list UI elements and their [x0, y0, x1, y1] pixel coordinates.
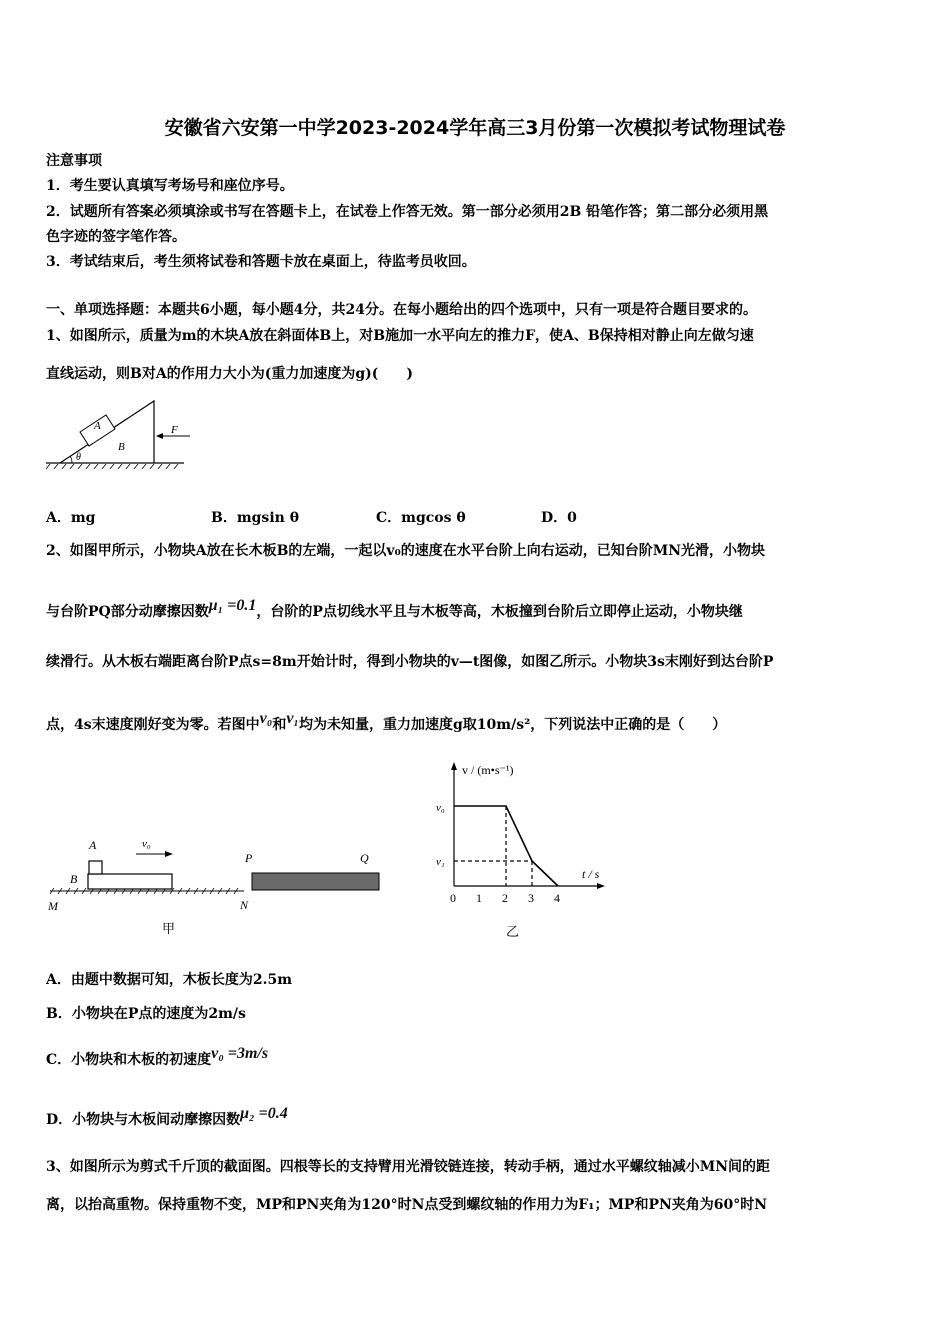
q2-figure-a	[44, 830, 389, 940]
section-heading: 一、单项选择题：本题共6小题，每小题4分，共24分。在每小题给出的四个选项中，只有一项是符合题目要求的。	[46, 302, 757, 318]
vt-tick-1: 1	[476, 891, 482, 905]
q1-incline-figure	[46, 395, 196, 475]
fig-a-v0: v₀	[142, 838, 151, 850]
q1-option-b[interactable]: B．mgsin θ	[211, 510, 300, 526]
q2-option-d-text: D．小物块与木板间动摩擦因数	[46, 1112, 241, 1128]
q1-label-a: A	[94, 420, 101, 432]
fig-a-label-n: N	[240, 898, 249, 912]
q1-option-c[interactable]: C．mgcos θ	[376, 510, 466, 526]
fig-a-label-m: M	[48, 899, 58, 913]
q2-option-a[interactable]: A．由题中数据可知，木板长度为2.5m	[46, 972, 293, 988]
q2-line2-part1: 与台阶PQ部分动摩擦因数	[46, 604, 209, 620]
mu1-formula: μ₁ =0.1	[208, 597, 257, 614]
v0-formula: v₀ =3m/s	[211, 1045, 269, 1062]
q3-line1: 3、如图所示为剪式千斤顶的截面图。四根等长的支持臂用光滑铰链连接，转动手柄，通过水平螺纹轴减小MN间的距	[46, 1159, 771, 1175]
vt-tick-2: 2	[502, 891, 508, 905]
q2-line4-part2: 均为未知量，重力加速度g取10m/s²，下列说法中正确的是（ ）	[299, 717, 727, 733]
q2-line1: 2、如图甲所示，小物块A放在长木板B的左端，一起以v₀的速度在水平台阶上向右运动，已知台阶MN光滑，小物块	[46, 543, 765, 559]
q1-label-b: B	[118, 441, 125, 453]
fig-a-label-a: A	[89, 838, 97, 852]
q2-line2	[46, 597, 904, 622]
v0-symbol: v₀	[259, 710, 273, 727]
q2-option-c[interactable]	[46, 1045, 904, 1070]
q1-line2: 直线运动，则B对A的作用力大小为(重力加速度为g)( )	[46, 366, 413, 382]
mu2-formula: μ₂ =0.4	[240, 1105, 288, 1122]
vt-x-label: t / s	[582, 867, 600, 881]
notice-item-1: 1．考生要认真填写考场号和座位序号。	[46, 178, 294, 194]
q2-vt-graph	[430, 758, 615, 943]
vt-tick-4: 4	[554, 891, 560, 905]
q2-line4-and: 和	[272, 717, 287, 733]
q1-line1: 1、如图所示，质量为m的木块A放在斜面体B上，对B施加一水平向左的推力F，使A、B保持相对静止向左做匀速	[46, 328, 754, 344]
fig-a-caption: 甲	[162, 921, 176, 936]
q2-option-d[interactable]	[46, 1105, 904, 1130]
fig-b-caption: 乙	[506, 924, 520, 939]
q1-option-a[interactable]: A．mg	[46, 510, 96, 526]
q1-option-d[interactable]: D．0	[541, 510, 577, 526]
q1-label-f: F	[171, 424, 178, 436]
q2-line2-part2: ，台阶的P点切线水平且与木板等高，木板撞到台阶后立即停止运动，小物块继	[256, 604, 743, 620]
notice-heading: 注意事项	[46, 153, 102, 169]
q3-line2: 离，以抬高重物。保持重物不变，MP和PN夹角为120°时N点受到螺纹轴的作用力为F₁；MP和PN夹角为60°时N	[46, 1197, 768, 1213]
notice-item-2: 2．试题所有答案必须填涂或书写在答题卡上，在试卷上作答无效。第一部分必须用2B 铅笔作答；第二部分必须用黑	[46, 204, 769, 220]
vt-v1-label: v₁	[436, 856, 445, 868]
vt-tick-3: 3	[528, 891, 534, 905]
q2-option-b[interactable]: B．小物块在P点的速度为2m/s	[46, 1006, 246, 1022]
notice-item-2-cont: 色字迹的签字笔作答。	[46, 229, 186, 245]
fig-a-label-p: P	[245, 851, 253, 865]
vt-tick-0: 0	[450, 891, 456, 905]
vt-y-label: v / (m•s⁻¹)	[462, 763, 514, 777]
fig-a-label-q: Q	[360, 851, 369, 865]
vt-v0-label: v₀	[436, 802, 445, 814]
q2-line3: 续滑行。从木板右端距离台阶P点s=8m开始计时，得到小物块的v—t图像，如图乙所示。小物块3s末刚好到达台阶P	[46, 654, 774, 670]
exam-title: 安徽省六安第一中学2023-2024学年高三3月份第一次模拟考试物理试卷	[164, 117, 786, 139]
q2-line4	[46, 710, 904, 735]
q2-option-c-text: C．小物块和木板的初速度	[46, 1052, 212, 1068]
v1-symbol: v₁	[286, 710, 299, 727]
q2-line4-part1: 点，4s末速度刚好变为零。若图中	[46, 717, 260, 733]
fig-a-label-b: B	[70, 872, 78, 886]
q1-label-theta: θ	[76, 452, 81, 463]
notice-item-3: 3．考试结束后，考生须将试卷和答题卡放在桌面上，待监考员收回。	[46, 254, 476, 270]
vt-series-line	[454, 806, 558, 886]
